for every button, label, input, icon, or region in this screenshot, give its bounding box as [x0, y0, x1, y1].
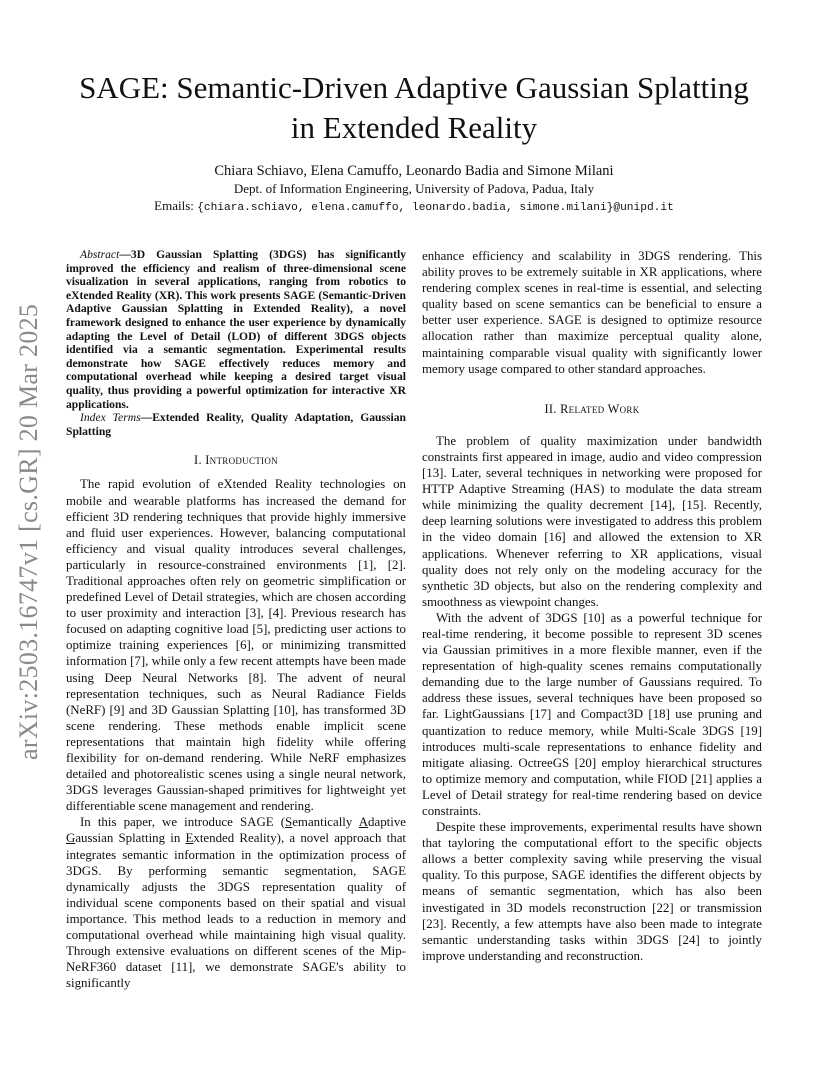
acronym-letter-e: E	[185, 831, 194, 846]
acronym-letter-s: S	[285, 815, 293, 830]
intro-paragraph-2-continued: enhance efficiency and scalability in 3DGS rendering. This ability proves to be extremely suitable in XR applications, where rendering complex scenes in real-time is essential, and selecting quality based on scene semantics can be beneficial to ensure a better user experience. SAGE is designed to optimize resource allocation rather than maximize perceptual quality alone, maintaining comparable visual quality with significantly lower memory usage compared to other standard approaches.	[422, 249, 762, 376]
abstract	[66, 248, 406, 411]
related-paragraph-2: With the advent of 3DGS [10] as a powerful technique for real-time rendering, it become possible to represent 3D scenes via Gaussian primitives in a more flexible manner, even if the representation of high-quality scenes remains computationally demanding due to the large number of Gaussians required. To address these issues, several techniques have been proposed so far. LightGaussians [17] and Compact3D [18] use pruning and quantization to reduce memory, while Multi-Scale 3DGS [19] introduces multi-scale representations to enhance fidelity and mitigate aliasing. OctreeGS [20] employ hierarchical structures to optimize memory and computation, while FIOD [21] applies a Level of Detail strategy for real-time rendering based on device constraints.	[422, 610, 762, 818]
acronym-word-2: daptive	[368, 815, 406, 830]
section-heading-introduction: I. Introduction	[194, 453, 278, 468]
email-line	[60, 198, 768, 214]
intro-paragraph-1: The rapid evolution of eXtended Reality technologies on mobile and wearable platforms has increased the demand for efficient 3D rendering techniques that provide highly immersive and fluid user experiences. However, balancing computational efficiency and visual quality introduces several challenges, particularly in resource-constrained environments [1], [2]. Traditional approaches often rely on geometric simplification or predefined Level of Detail strategies, which are chosen according to user proximity and interaction [3], [4]. Previous research has focused on adapting cognitive load [5], predicting user actions to optimize training experiences [6], or minimizing transmitted information [7], while only a few recent attempts have been made using Deep Neural Networks [8]. The advent of neural representation techniques, such as Neural Radiance Fields (NeRF) [9] and 3D Gaussian Splatting [10], has transformed 3D scene rendering. These methods enable implicit scene representations that maintain high fidelity while offering flexibility for on-demand rendering. While NeRF emphasizes detailed and photorealistic scenes using a single neural network, 3DGS leverages Gaussian-shaped primitives for lightweight yet differentiable scene management and rendering.	[66, 477, 406, 814]
paper-title: SAGE: Semantic-Driven Adaptive Gaussian Splatting in Extended Reality	[79, 70, 749, 145]
related-paragraph-3: Despite these improvements, experimental results have shown that tayloring the computational effort to the specific objects allows a better complexity saving while preserving the visual quality. To this purpose, SAGE identifies the different objects by means of semantic segmentation, which has also been investigated in 3D models reconstruction [22] or transmission [23]. Recently, a few attempts have also been made to integrate semantic understanding tasks within 3DGS [24] to jointly improve understanding and reconstruction.	[422, 820, 762, 963]
email-addresses: {chiara.schiavo, elena.camuffo, leonardo.badia, simone.milani}@unipd.it	[197, 202, 674, 214]
acronym-letter-a: A	[358, 815, 369, 830]
index-terms	[66, 411, 406, 438]
affiliation: Dept. of Information Engineering, University of Padova, Padua, Italy	[233, 181, 595, 196]
abstract-text: —3D Gaussian Splatting (3DGS) has significantly improved the efficiency and realism of three-dimensional scene visualization in several applications, ranging from robotics to eXtended Reality (XR). This work presents SAGE (Semantic-Driven Adaptive Gaussian Splatting in Extended Reality), a novel framework designed to enhance the user experience by dynamically adapting the Level of Detail (LOD) of different 3DGS objects identified via a semantic segmentation. Experimental results demonstrate how SAGE effectively reduces memory and computational overhead while keeping a desired target visual quality, thus providing a powerful optimization for interactive XR applications.	[66, 248, 406, 411]
index-terms-text: —Extended Reality, Quality Adaptation, Gaussian Splatting	[66, 411, 406, 438]
acronym-word-3: aussian Splatting in	[75, 831, 186, 846]
section-heading-related-work: II. Related Work	[544, 401, 640, 416]
intro-p2-lead: In this paper, we introduce SAGE (	[80, 815, 286, 830]
intro-paragraph-2	[66, 814, 406, 991]
acronym-letter-g: G	[66, 831, 76, 846]
email-label: Emails:	[154, 198, 194, 213]
author-list: Chiara Schiavo, Elena Camuffo, Leonardo Badia and Simone Milani	[214, 163, 614, 179]
left-column	[66, 248, 406, 991]
arxiv-identifier-stamp: arXiv:2503.16747v1 [cs.GR] 20 Mar 2025	[14, 303, 43, 760]
right-column	[422, 248, 762, 964]
acronym-word-4: xtended Reality	[193, 831, 277, 846]
intro-p2-body: ), a novel approach that integrates semantic information in the optimization process of 3DGS. By performing semantic segmentation, SAGE dynamically adjusts the 3DGS representation quality of individual scene components based on their spatial and visual importance. This method leads to a reduction in memory and computational overhead while maintaining high visual quality. Through extensive evaluations on different scenes of the Mip-NeRF360 dataset [11], we demonstrate SAGE's ability to significantly	[66, 831, 406, 991]
acronym-word-1: emantically	[292, 815, 359, 830]
index-terms-label: Index Terms	[80, 411, 141, 425]
related-paragraph-1: The problem of quality maximization under bandwidth constraints first appeared in image, audio and video compression [13]. Later, several techniques in networking were proposed for HTTP Adaptive Streaming (HAS) to modulate the data stream while minimizing the quality decrement [14], [15]. Recently, deep learning solutions were investigated to address this problem in the video domain [16] and allowed the extension to XR applications. Whenever referring to XR applications, visual quality does not rely only on the modeling accuracy for the synthetic 3D objects, but also on the rendering complexity and smoothness as viewpoint changes.	[422, 433, 762, 609]
abstract-label: Abstract	[80, 248, 120, 261]
